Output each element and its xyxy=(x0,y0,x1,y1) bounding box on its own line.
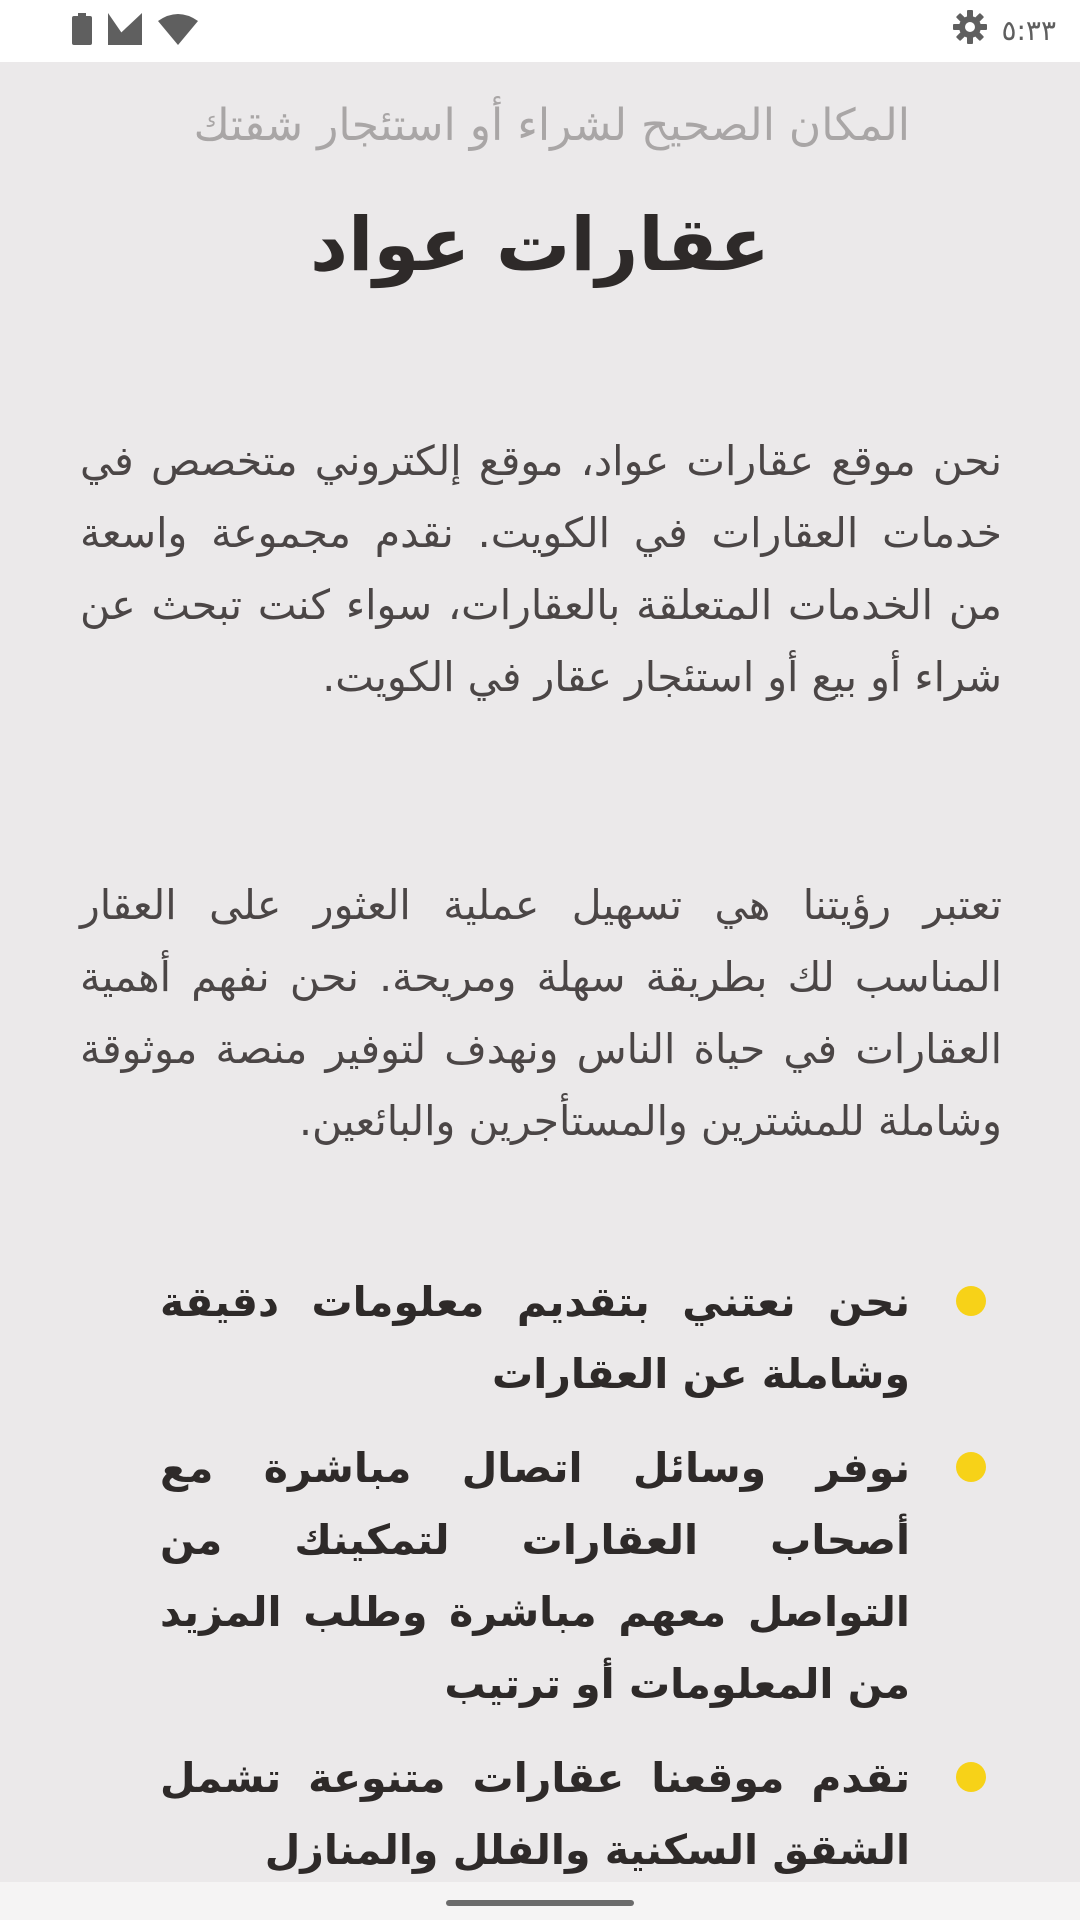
feature-text: نوفر وسائل اتصال مباشرة مع أصحاب العقارات لتمكينك من التواصل معهم مباشرة وطلب المزيد من المعلومات أو ترتيب xyxy=(160,1444,910,1708)
vision-paragraph: تعتبر رؤيتنا هي تسهيل عملية العثور على العقار المناسب لك بطريقة سهلة ومريحة. نحن نفهم أهمية العقارات في حياة الناس ونهدف لتوفير منصة موثوقة وشاملة للمشترين والمستأجرين والبائعين. xyxy=(80,881,1002,1145)
wifi-icon xyxy=(158,13,198,49)
page-title: عقارات عواد xyxy=(310,202,770,288)
features-list xyxy=(160,1266,1010,1882)
bullet-dot-icon xyxy=(956,1452,986,1482)
status-icons-right xyxy=(953,10,1056,50)
feature-text: تقدم موقعنا عقارات متنوعة تشمل الشقق السكنية والفلل والمنازل xyxy=(160,1754,910,1874)
battery-icon xyxy=(72,13,92,49)
signal-icon xyxy=(108,13,142,49)
feature-text: نحن نعتني بتقديم معلومات دقيقة وشاملة عن العقارات xyxy=(160,1278,910,1398)
settings-gear-icon xyxy=(953,10,987,51)
bullet-dot-icon xyxy=(956,1762,986,1792)
list-item xyxy=(160,1432,1010,1720)
list-item xyxy=(160,1742,1010,1882)
home-gesture-handle[interactable] xyxy=(446,1900,634,1906)
bullet-dot-icon xyxy=(956,1286,986,1316)
list-item xyxy=(160,1266,1010,1410)
navigation-bar xyxy=(0,1882,1080,1920)
status-bar xyxy=(0,0,1080,62)
intro-paragraph: نحن موقع عقارات عواد، موقع إلكتروني متخصص في خدمات العقارات في الكويت. نقدم مجموعة واسعة من الخدمات المتعلقة بالعقارات، سواء كنت تبحث عن شراء أو بيع أو استئجار عقار في الكويت. xyxy=(80,437,1002,701)
page-subtitle: المكان الصحيح لشراء أو استئجار شقتك xyxy=(193,100,910,151)
status-icons-left xyxy=(72,14,198,48)
status-time: ٥:٣٣ xyxy=(1001,13,1056,47)
page-content[interactable] xyxy=(0,62,1080,1882)
